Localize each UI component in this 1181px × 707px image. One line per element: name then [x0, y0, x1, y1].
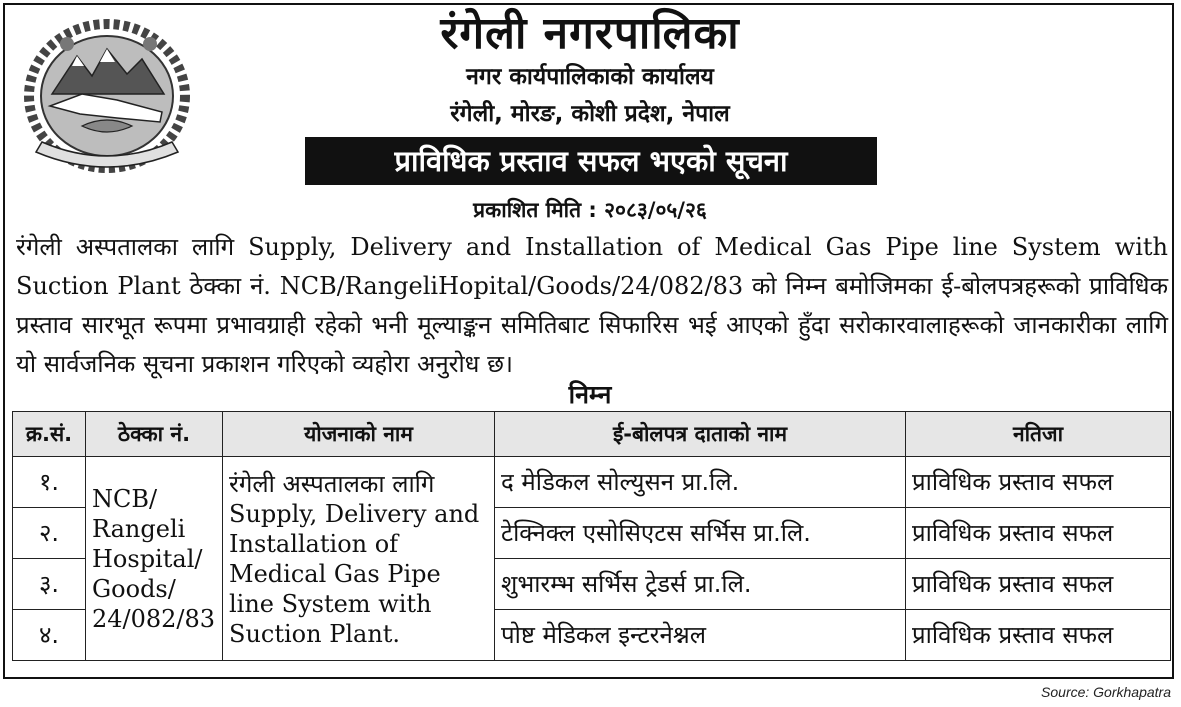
bidder-name: टेक्निक्ल एसोसिएटस सर्भिस प्रा.लि. [495, 508, 906, 559]
col-header-project: योजनाको नाम [223, 412, 495, 457]
result-text: प्राविधिक प्रस्ताव सफल [906, 559, 1171, 610]
contract-number: NCB/ Rangeli Hospital/ Goods/ 24/082/83 [86, 457, 223, 661]
municipality-title: रंगेली नगरपालिका [440, 8, 740, 59]
result-text: प्राविधिक प्रस्ताव सफल [906, 610, 1171, 661]
office-address: रंगेली, मोरङ, कोशी प्रदेश, नेपाल [450, 101, 730, 127]
bidder-name: पोष्ट मेडिकल इन्टरनेश्नल [495, 610, 906, 661]
notice-paragraph: रंगेली अस्पतालका लागि Supply, Delivery and Installation of Medical Gas Pipe line System with Suction Plant ठेक्का नं. NCB/RangeliHopital/Goods/24/082/83 को निम्न बमोजिमका ई-बोलपत्रहरूको प्राविधिक प्रस्ताव सारभूत रूपमा प्रभावग्राही रहेको भनी मूल्याङ्कन समितिबाट सिफारिस भई आएको हुँदा सरोकारवालाहरूको जानकारीका लागि यो सार्वजनिक सूचना प्रकाशन गरिएको व्यहोरा अनुरोध छ। [16, 233, 1168, 378]
row-sn: ४. [13, 610, 86, 661]
result-text: प्राविधिक प्रस्ताव सफल [906, 457, 1171, 508]
row-sn: १. [13, 457, 86, 508]
col-header-result: नतिजा [906, 412, 1171, 457]
office-name: नगर कार्यपालिकाको कार्यालय [466, 64, 714, 90]
col-header-contract: ठेक्का नं. [86, 412, 223, 457]
row-sn: ३. [13, 559, 86, 610]
project-name: रंगेली अस्पतालका लागि Supply, Delivery and Installation of Medical Gas Pipe line System with Suction Plant. [223, 457, 495, 661]
nepal-government-emblem-icon [22, 14, 192, 182]
bidder-name: द मेडिकल सोल्युसन प्रा.लि. [495, 457, 906, 508]
source-credit: Source: Gorkhapatra [1041, 684, 1171, 700]
bidder-name: शुभारम्भ सर्भिस ट्रेडर्स प्रा.लि. [495, 559, 906, 610]
published-date: प्रकाशित मिति : २०८३/०५/२६ [473, 198, 707, 222]
table-header-row [13, 412, 1171, 457]
notice-title-banner: प्राविधिक प्रस्ताव सफल भएको सूचना [305, 137, 877, 185]
row-sn: २. [13, 508, 86, 559]
col-header-bidder: ई-बोलपत्र दाताको नाम [495, 412, 906, 457]
table-row [13, 457, 1171, 508]
col-header-sn: क्र.सं. [13, 412, 86, 457]
list-heading: निम्न [568, 380, 612, 409]
bid-results-table [12, 411, 1171, 661]
result-text: प्राविधिक प्रस्ताव सफल [906, 508, 1171, 559]
